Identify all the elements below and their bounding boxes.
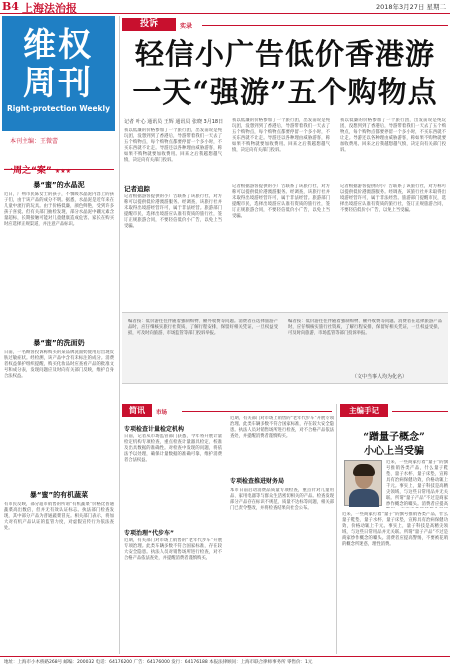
editor-portrait xyxy=(344,460,382,506)
newspaper-name: 上海法治报 xyxy=(22,2,77,15)
sidebar-item-heading: 暴“蜜”的水晶泥 xyxy=(33,181,85,189)
page-number: B4 xyxy=(2,0,19,13)
tail-note: （文中当事人均为化名） xyxy=(352,374,408,380)
week-label: 一周 xyxy=(4,166,23,176)
brief-item-text: 本市日前启动消费品质量专项检查，重点针对儿童用品、家用电器等与群众生活密切相关的产品。检查发现部分产品存在标识不规范、质量不达标等问题，相关部门已责令整改，并将检查结果向社会公布。 xyxy=(230,488,334,511)
stars-decoration: ★★★ xyxy=(54,168,71,175)
weekly-title: 维权周刊 xyxy=(23,25,93,102)
brief-item-text: 近期，有关部门对市场上销售的“老年代步车”开展专项治理。此类车辆多数不符合国家标准，存在较大安全隐患。执法人员对销售场所进行检查，对不合格产品依法查处，并提醒消费者谨慎购买。 xyxy=(124,538,222,561)
headline-line-2: 一天“强游”五个购物点 xyxy=(132,75,438,109)
sidebar-item-text: 有市民反映，部分超市销售的所谓“有机蔬菜”价格比普通蔬菜高出数倍，但并无有效认证标志。执法部门检查发现，其中部分产品为普通蔬菜冒充。相关部门表示，将加大对有机产品认证的监管力度，对虚假宣传行为依法查处。 xyxy=(4,502,114,531)
week-case-header xyxy=(4,158,114,176)
sidebar-item-heading: 暴“蜜”的洗面奶 xyxy=(33,339,85,347)
masthead xyxy=(0,0,450,14)
column-divider xyxy=(119,16,120,654)
editor-column-tag: 主编手记 xyxy=(340,404,388,417)
article-body-col-2: 我以低廉的价格参加了一个旅行团，出发前说是纯玩团，没想到到了香港后，导游带着我们一天去了五个购物点，每个购物点都要停留一个多小时，不买东西就不让走。导游还以各种理由威胁游客，称如果不购物就要加收费用。回来之后我越想越气愤，决定向有关部门投诉。 xyxy=(232,118,330,153)
editor-column-subtitle: 小心上当受骗 xyxy=(364,446,424,457)
column-tag: 投诉 xyxy=(122,18,176,31)
brief-item-title: 专项检查计量检定机构 xyxy=(124,426,185,433)
brief-news-rule xyxy=(182,411,332,412)
sidebar xyxy=(0,16,118,656)
column-tag-sub: 实录 xyxy=(180,23,193,30)
headline-line-1: 轻信小广告低价香港游 xyxy=(134,37,435,71)
week-label-highlight: 之“案” xyxy=(22,166,52,176)
editor-column-title: “蹭量子概念” xyxy=(363,432,425,443)
chief-editor: 本刊主编：王微蕾 xyxy=(10,138,59,145)
editor-note-left: 编者按：低价游往往伴随着强制购物、额外收费等问题。消费者在选择旅游产品时，应仔细核实旅行社资质，了解行程安排，保留好相关凭证，一旦权益受损，可及时向旅游、市场监管等部门投诉举报。 xyxy=(128,319,278,336)
article-body-col-3: 我以低廉的价格参加了一个旅行团，出发前说是纯玩团，没想到到了香港后，导游带着我们一天去了五个购物点，每个购物点都要停留一个多小时，不买东西就不让走。导游还以各种理由威胁游客，称如果不购物就要加收费用。回来之后我越想越气愤，决定向有关部门投诉。 xyxy=(340,118,446,153)
column-header xyxy=(122,16,448,32)
issue-date: 2018年3月27日 星期二 xyxy=(375,3,446,11)
brief-item-text-upper: 近期，有关部门对市场上销售的“老年代步车”开展专项治理。此类车辆多数不符合国家标准，存在较大安全隐患。执法人员对销售场所进行检查，对不合格产品依法查处，并提醒消费者谨慎购买。 xyxy=(230,416,334,439)
section-body-col-3: 记者根据游客提供的小广告联系了该旅行社，对方称可以提供低价港澳游服务。经调查，该旅行社并未取得出境游经营许可，属于非法经营。旅游部门提醒市民，选择出境游应认准有资质的旅行社，签订正规旅游合同，不要轻信低价小广告，以免上当受骗。 xyxy=(340,184,446,213)
brief-news-tag: 简讯 xyxy=(122,404,152,417)
editor-note-box xyxy=(122,312,448,384)
brief-news-sub: 市场 xyxy=(156,410,168,416)
brief-item-title: 专项治理“代步车” xyxy=(124,530,174,537)
column-divider xyxy=(336,404,337,654)
weekly-logo-box xyxy=(2,16,115,131)
section-body-col-1: 记者根据游客提供的小广告联系了该旅行社，对方称可以提供低价港澳游服务。经调查，该旅行社并未取得出境游经营许可，属于非法经营。旅游部门提醒市民，选择出境游应认准有资质的旅行社，签订正规旅游合同，不要轻信低价小广告，以免上当受骗。 xyxy=(124,194,222,229)
section-body-col-2: 记者根据游客提供的小广告联系了该旅行社，对方称可以提供低价港澳游服务。经调查，该旅行社并未取得出境游经营许可，属于非法经营。旅游部门提醒市民，选择出境游应认准有资质的旅行社，签订正规旅游合同，不要轻信低价小广告，以免上当受骗。 xyxy=(232,184,330,219)
brief-item-text: 日前，记者从市场监管部门获悉，今年将开展计量检定机构专项检查，重点检查计量器具检定、校准及出具数据的准确性。对检查中发现的问题，将依法予以处理，确保计量数据的准确可靠，维护消费者合法权益。 xyxy=(124,434,222,463)
sidebar-item-text: 近日，广州市民陈女士的孩子，不慎吸水晶泥内容上的孩子们，由于该产品的成分不明。据悉，水晶泥是近年来在儿童中流行的玩具。由于价格低廉，颜色鲜艳，受到许多孩子喜爱。但有关部门抽检发现，部分水晶泥中硼元素含量超标，长期接触可能对儿童健康造成危害。家长在购买时应选择正规渠道，并注意产品标识。 xyxy=(4,192,114,227)
weekly-english-title: Right-protection Weekly xyxy=(7,104,110,113)
sidebar-item-text: 日前，一名顾客投诉称购买的某品牌洗面奶使用后出现皮肤过敏症状。经检测，该产品中含有未标注的成分。消费者权益保护组织提醒，购买化妆品时应查看产品的批准文号和成分表，发现问题应及时向有关部门反映，维护自身合法权益。 xyxy=(4,350,114,379)
byline: 记者 叶心 通讯员 王辉 通讯员 张晓 3月18日 xyxy=(124,119,224,125)
editor-column-header xyxy=(340,404,448,418)
sidebar-item-heading: 暴“蜜”的有机蔬菜 xyxy=(29,491,89,499)
editor-column-text: 近来，一些商家打着“量子”的旗号推销各类产品，什么量子鞋垫、量子水杯、量子床垫，宣称具有治病保健功效，价格动辄上千元。事实上，量子科技是高精尖领域，与这些日常用品并无关联。所谓“量子产品”不过是商家炒作概念的噱头。消费者应提高警惕，不要被花哨的概念所迷惑，理性消费。 xyxy=(342,512,448,547)
section-heading: 记者追踪 xyxy=(124,185,150,193)
footer: 地址：上海市小木桥路268号 邮编：200032 电话：64176200 广告：64176000 发行：64176188 本报法律顾问：上海市联合律师事务所 零售价：1元 xyxy=(0,656,450,668)
brief-item-title: 专项检查推进财务局 xyxy=(230,478,285,485)
column-rule xyxy=(202,25,448,26)
editor-note-right: 编者按：低价游往往伴随着强制购物、额外收费等问题。消费者在选择旅游产品时，应仔细核实旅行社资质，了解行程安排，保留好相关凭证，一旦权益受损，可及时向旅游、市场监管等部门投诉举报。 xyxy=(288,319,442,336)
editor-column-rule xyxy=(392,411,448,412)
editor-column xyxy=(340,404,448,660)
editor-column-text-top: 近来，一些商家打着“量子”的旗号推销各类产品，什么量子鞋垫、量子水杯、量子床垫，宣称具有治病保健功效，价格动辄上千元。事实上，量子科技是高精尖领域，与这些日常用品并无关联。所谓“量子产品”不过是商家炒作概念的噱头。消费者应提高 xyxy=(386,460,448,507)
article-body-col-1: 我以低廉的价格参加了一个旅行团，出发前说是纯玩团，没想到到了香港后，导游带着我们一天去了五个购物点，每个购物点都要停留一个多小时，不买东西就不让走。导游还以各种理由威胁游客，称如果不购物就要加收费用。回来之后我越想越气愤，决定向有关部门投诉。 xyxy=(124,128,222,163)
